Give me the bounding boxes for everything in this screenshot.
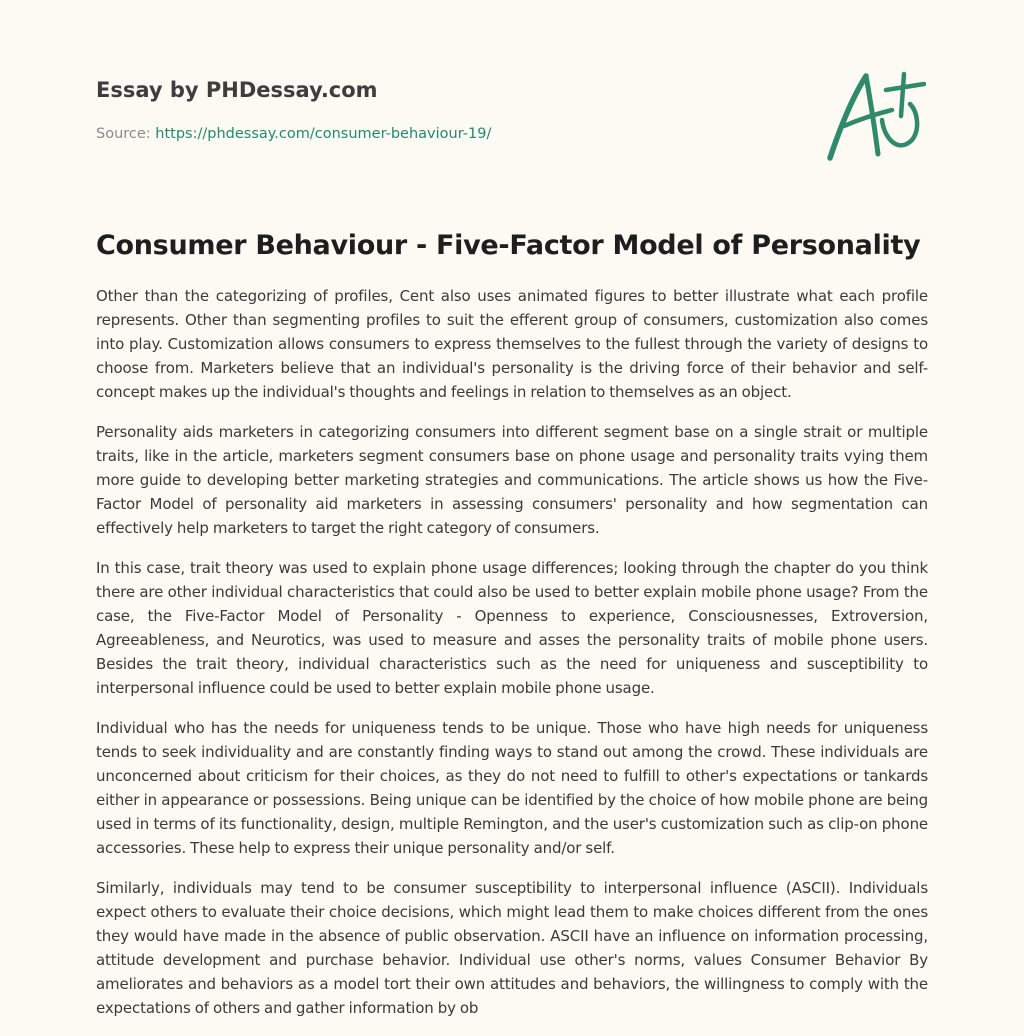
paragraph: In this case, trait theory was used to explain phone usage differences; looking through the chapter do you think there are other individual characteristics that could also be used to better explain mobile phone usage? From the case, the Five-Factor Model of Personality - Openness to experience, Consciousnesses, Extroversion, Agreeableness, and Neurotics, was used to measure and asses the personality traits of mobile phone users. Besides the trait theory, individual characteristics such as the need for uniqueness and susceptibility to interpersonal influence could be used to better explain mobile phone usage. xyxy=(96,559,928,697)
essay-body xyxy=(96,284,928,1036)
paragraph: Individual who has the needs for uniqueness tends to be unique. Those who have high needs for uniqueness tends to seek individuality and are constantly finding ways to stand out among the crowd. These individuals are unconcerned about criticism for their choices, as they do not need to fulfill to other's expectations or tankards either in appearance or possessions. Being unique can be identified by the choice of how mobile phone are being used in terms of its functionality, design, multiple Remington, and the user's customization such as clip-on phone accessories. These help to express their unique personality and/or self. xyxy=(96,719,928,857)
paragraph: Similarly, individuals may tend to be consumer susceptibility to interpersonal influence (ASCII). Individuals expect others to evaluate their choice decisions, which might lead them to make choices different from the ones they would have made in the absence of public observation. ASCII have an influence on information processing, attitude development and purchase behavior. Individual use other's norms, values Consumer Behavior By ameliorates and behaviors as a model tort their own attitudes and behaviors, the willingness to comply with the expectations of others and gather information by ob xyxy=(96,879,928,1017)
site-brand: Essay by PHDessay.com xyxy=(96,78,378,102)
paragraph: Personality aids marketers in categorizing consumers into different segment base on a single strait or multiple traits, like in the article, marketers segment consumers base on phone usage and personality traits vying them more guide to developing better marketing strategies and communications. The article shows us how the Five-Factor Model of personality aid marketers in assessing consumers' personality and how segmentation can effectively help marketers to target the right category of consumers. xyxy=(96,423,928,537)
source-line xyxy=(96,124,928,144)
a-plus-logo-icon xyxy=(826,68,926,164)
source-label: Source: xyxy=(96,126,151,142)
source-link[interactable]: https://phdessay.com/consumer-behaviour-19/ xyxy=(155,126,492,142)
paragraph: Other than the categorizing of profiles, Cent also uses animated figures to better illustrate what each profile represents. Other than segmenting profiles to suit the efferent group of consumers, customization also comes into play. Customization allows consumers to express themselves to the fullest through the variety of designs to choose from. Marketers believe that an individual's personality is the driving force of their behavior and self-concept makes up the individual's thoughts and feelings in relation to themselves as an object. xyxy=(96,287,928,401)
page-header xyxy=(96,76,928,186)
page-title: Consumer Behaviour - Five-Factor Model of Personality xyxy=(96,230,921,261)
